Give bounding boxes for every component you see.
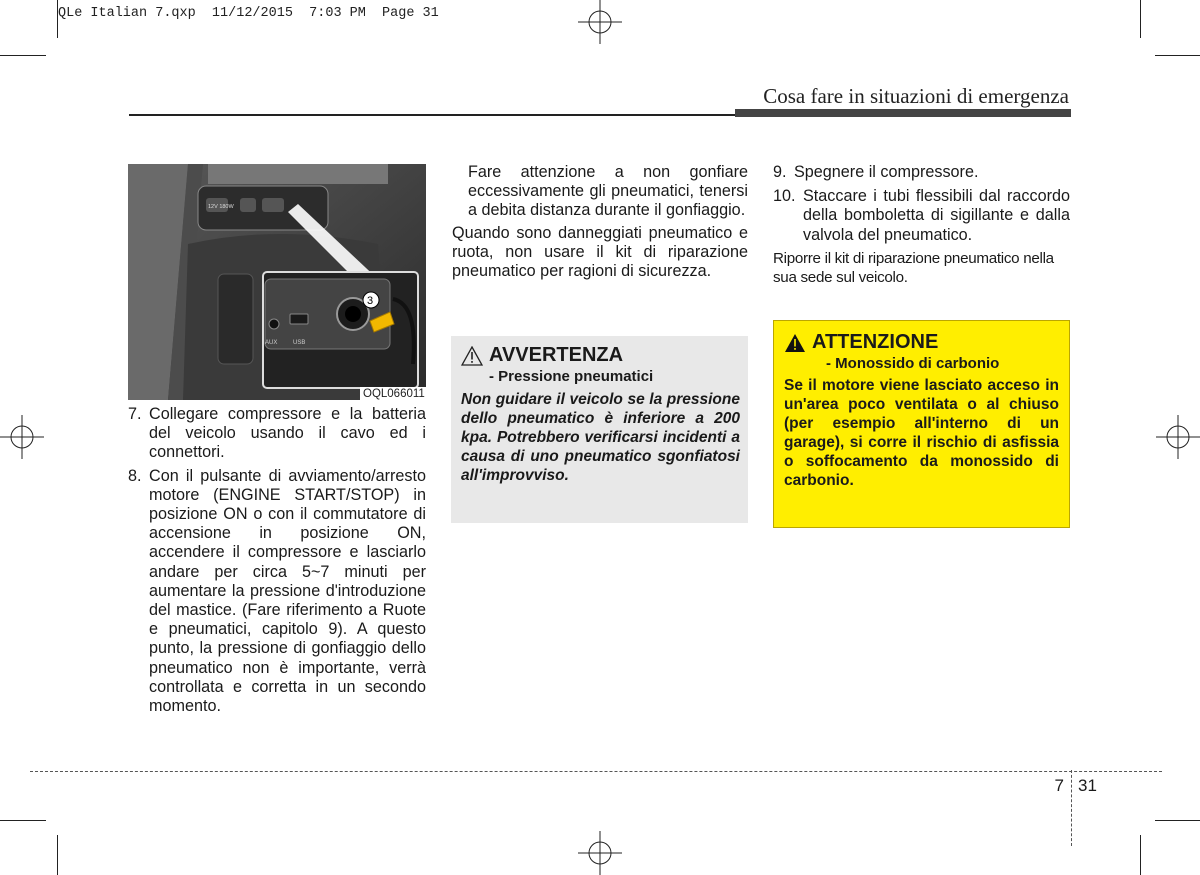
warning-subtitle: - Pressione pneumatici [489,368,654,385]
item-number: 10. [773,187,796,206]
warning-title: AVVERTENZA [489,344,624,366]
crop-mark [0,820,46,821]
caution-box [773,320,1070,528]
paragraph: Quando sono danneggiati pneumatico e ruota, non usare il kit di riparazione pneumatico per ragioni di sicurezza. [452,223,748,281]
column-1 [128,405,426,716]
crop-mark [1155,820,1200,821]
item-text: Con il pulsante di avviamento/arresto motore (ENGINE START/STOP) in posizione ON o con il commutatore di accensione in posizione ON, accendere il compressore e lasciarlo andare per circa 5~7 minuti per aumentare la pressione d'introduzione del mastice. (Fare riferimento a Ruote e pneumatici, capitolo 9). A questo punto, la pressione di gonfiaggio dello pneumatico non è importante, verrà controllata e corretta in un secondo momento. [149,466,426,716]
center-console-illustration [128,164,426,400]
column-3 [773,163,1070,287]
console-photo [128,164,426,400]
registration-mark-icon [0,415,44,459]
warning-box [451,336,748,523]
section-title: Cosa fare in situazioni di emergenza [763,84,1069,108]
list-item [773,187,1070,245]
warning-heading [461,344,740,367]
page-divider [1071,770,1072,846]
registration-mark-icon [1156,415,1200,459]
list-item [128,405,426,463]
item-number: 7. [128,405,142,423]
item-number: 9. [773,163,787,181]
footer-rule [30,771,1162,772]
chapter-number: 7 [1054,776,1064,795]
caution-heading [784,331,1059,354]
warning-body: Non guidare il veicolo se la pressione dello pneumatico è inferiore a 200 kpa. Potrebbero verificarsi incidenti a causa di uno pneumatico sgonfiatosi all'improvviso. [461,391,740,484]
crop-mark [57,0,58,38]
registration-mark-icon [578,831,622,875]
crop-mark [1155,55,1200,56]
power-outlet-label: 12V 180W [208,204,234,210]
paragraph: Riporre il kit di riparazione pneumatico nella sua sede sul veicolo. [773,249,1054,287]
caution-subtitle: - Monossido di carbonio [826,355,1000,372]
list-item [773,163,1070,182]
warning-triangle-icon [461,346,483,366]
header-rule [129,114,735,116]
aux-label: AUX [265,340,278,346]
callout-number: 3 [367,295,374,307]
usb-label: USB [293,340,306,346]
item-text: Staccare i tubi flessibili dal raccordo della bomboletta di sigillante e dalla valvola del pneumatico. [803,187,1070,244]
header-rule-thick [735,109,1071,117]
paragraph: Fare attenzione a non gonfiare eccessivamente gli pneumatici, tenersi a debita distanza durante il gonfiaggio. [468,163,748,220]
caution-title: ATTENZIONE [812,331,939,353]
crop-mark [1140,835,1141,875]
item-text: Spegnere il compressore. [794,163,979,181]
item-text: Collegare compressore e la batteria del veicolo usando il cavo ed i connettori. [149,405,426,462]
print-slug: QLe Italian 7.qxp 11/12/2015 7:03 PM Page 31 [58,6,439,21]
item-number: 8. [128,466,142,485]
column-2 [452,163,748,281]
list-item [128,467,426,717]
caution-triangle-icon [784,333,806,353]
crop-mark [0,55,46,56]
crop-mark [57,835,58,875]
crop-mark [1140,0,1141,38]
caution-body: Se il motore viene lasciato acceso in un'area poco ventilata o al chiuso (per esempio all'interno di un garage), si corre il rischio di asfissia o soffocamento da monossido di carbonio. [784,377,1059,489]
page-number: 31 [1078,776,1097,795]
registration-mark-icon [578,0,622,44]
figure-code: OQL066011 [360,387,428,401]
